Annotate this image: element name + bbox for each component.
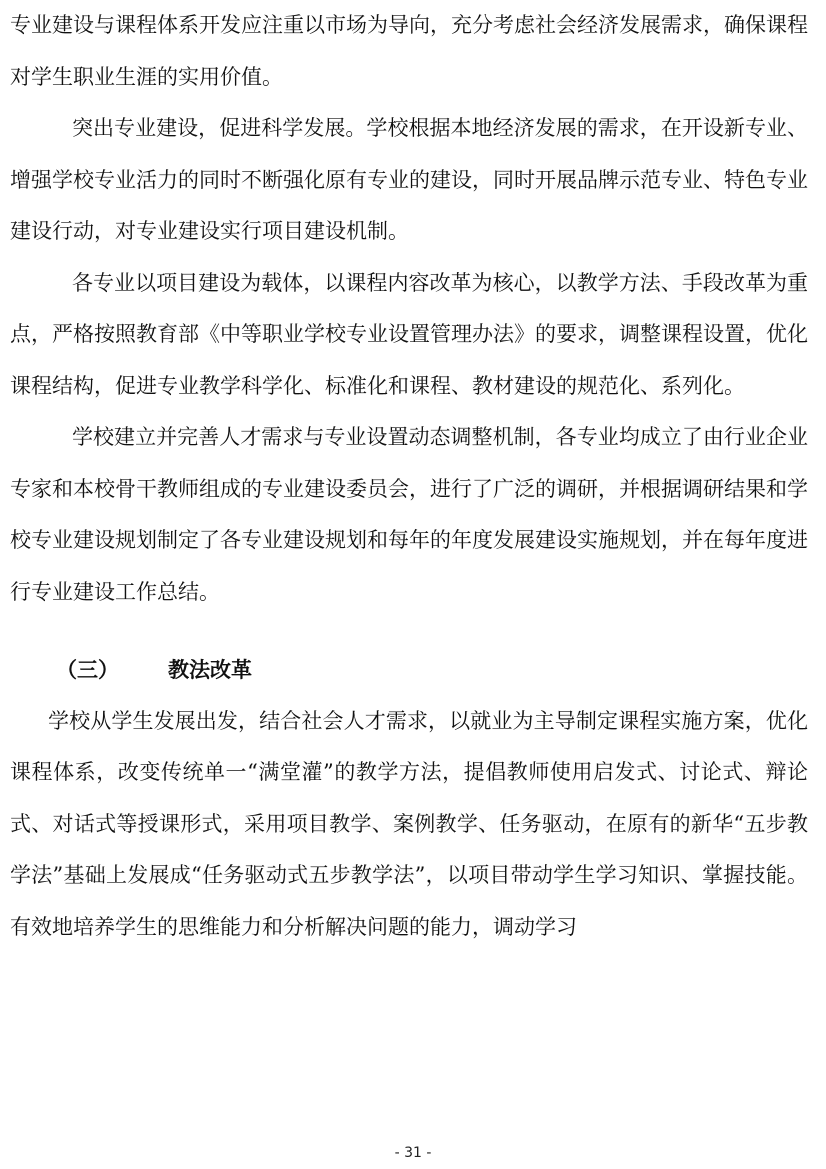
section-heading bbox=[10, 644, 808, 696]
section-number: （三） bbox=[56, 657, 119, 682]
paragraph-professional-construction: 突出专业建设，促进科学发展。学校根据本地经济发展的需求，在开设新专业、增强学校专业活力的同时不断强化原有专业的建设，同时开展品牌示范专业、特色专业建设行动，对专业建设实行项目建设机制。 bbox=[10, 116, 808, 243]
paragraph-project-carrier: 各专业以项目建设为载体，以课程内容改革为核心，以教学方法、手段改革为重点，严格按照教育部《中等职业学校专业设置管理办法》的要求，调整课程设置，优化课程结构，促进专业教学科学化、标准化和课程、教材建设的规范化、系列化。 bbox=[10, 270, 808, 398]
document-body bbox=[10, 0, 808, 953]
page-number: - 31 - bbox=[394, 1145, 432, 1161]
paragraph-teaching-reform: 学校从学生发展出发，结合社会人才需求，以就业为主导制定课程实施方案，优化课程体系，改变传统单一“满堂灌”的教学方法，提倡教师使用启发式、讨论式、辩论式、对话式等授课形式，采用项目教学、案例教学、任务驱动，在原有的新华“五步教学法”基础上发展成“任务驱动式五步教学法”，以项目带动学生学习知识、掌握技能。有效地培养学生的思维能力和分析解决问题的能力，调动学习 bbox=[10, 708, 808, 939]
paragraph-market-orientation: 专业建设与课程体系开发应注重以市场为导向，充分考虑社会经济发展需求，确保课程对学生职业生涯的实用价值。 bbox=[10, 13, 808, 89]
paragraph-dynamic-adjustment: 学校建立并完善人才需求与专业设置动态调整机制，各专业均成立了由行业企业专家和本校骨干教师组成的专业建设委员会，进行了广泛的调研，并根据调研结果和学校专业建设规划制定了各专业建设规划和每年的年度发展建设实施规划，并在每年度进行专业建设工作总结。 bbox=[10, 425, 808, 604]
section-title: 教法改革 bbox=[168, 657, 252, 682]
